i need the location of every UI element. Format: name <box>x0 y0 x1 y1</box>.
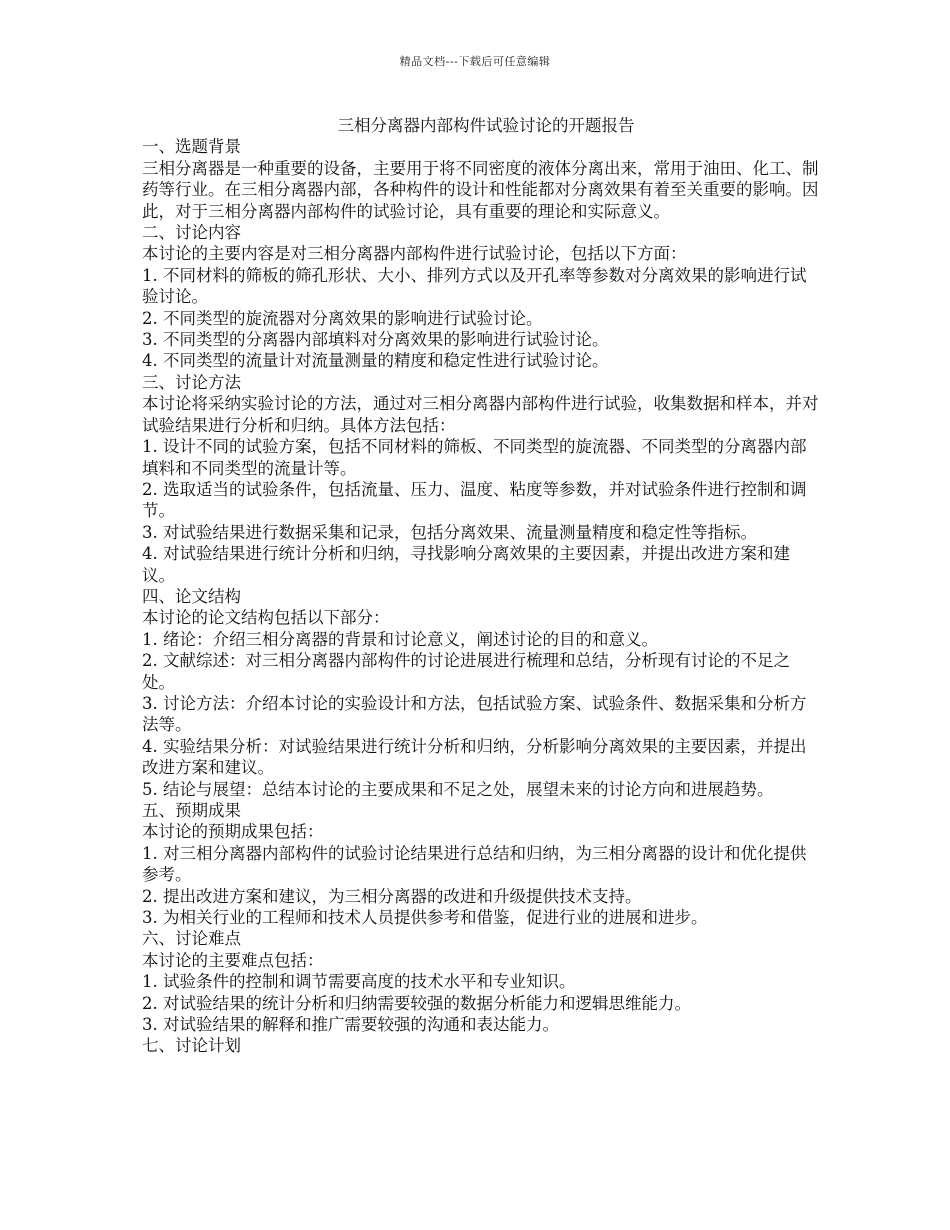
section-heading-plan: 七、讨论计划 <box>142 1036 241 1056</box>
list-item: 3. 讨论方法：介绍本讨论的实验设计和方法，包括试验方案、试验条件、数据采集和分析方法等。 <box>142 693 807 735</box>
list-item: 3. 对试验结果进行数据采集和记录，包括分离效果、流量测量精度和稳定性等指标。 <box>142 522 757 542</box>
list-item: 2. 选取适当的试验条件，包括流量、压力、温度、粘度等参数，并对试验条件进行控制和调节。 <box>142 479 807 521</box>
list-item: 1. 绪论：介绍三相分离器的背景和讨论意义，阐述讨论的目的和意义。 <box>142 629 658 649</box>
paragraph-method-intro: 本讨论将采纳实验讨论的方法，通过对三相分离器内部构件进行试验，收集数据和样本，并对试验结果进行分析和归纳。具体方法包括： <box>142 394 819 435</box>
list-item: 4. 对试验结果进行统计分析和归纳，寻找影响分离效果的主要因素，并提出改进方案和建议。 <box>142 544 790 585</box>
paragraph-content-intro: 本讨论的主要内容是对三相分离器内部构件进行试验讨论，包括以下方面： <box>142 244 687 264</box>
section-heading-difficulties: 六、讨论难点 <box>142 929 241 949</box>
paragraph-difficulties-intro: 本讨论的主要难点包括： <box>142 950 324 970</box>
document-body <box>142 115 822 1057</box>
section-heading-content: 二、讨论内容 <box>142 223 241 243</box>
paragraph-outcomes-intro: 本讨论的预期成果包括： <box>142 822 324 842</box>
section-heading-background: 一、选题背景 <box>142 137 241 157</box>
list-item: 5. 结论与展望：总结本讨论的主要成果和不足之处，展望未来的讨论方向和进展趋势。 <box>142 779 774 799</box>
list-item: 3. 不同类型的分离器内部填料对分离效果的影响进行试验讨论。 <box>142 330 609 350</box>
section-heading-outcomes: 五、预期成果 <box>142 801 241 820</box>
list-item: 2. 文献综述：对三相分离器内部构件的讨论进展进行梳理和总结，分析现有讨论的不足之处。 <box>142 651 790 692</box>
section-heading-method: 三、讨论方法 <box>142 372 241 392</box>
list-item: 1. 对三相分离器内部构件的试验讨论结果进行总结和归纳，为三相分离器的设计和优化提供参考。 <box>142 843 807 885</box>
list-item: 3. 为相关行业的工程师和技术人员提供参考和借鉴，促进行业的进展和进步。 <box>142 908 708 928</box>
page-header: 精品文档---下载后可任意编辑 <box>399 55 551 68</box>
list-item: 3. 对试验结果的解释和推广需要较强的沟通和表达能力。 <box>142 1015 559 1035</box>
list-item: 1. 不同材料的筛板的筛孔形状、大小、排列方式以及开孔率等参数对分离效果的影响进行试验讨论。 <box>142 265 807 307</box>
list-item: 1. 设计不同的试验方案，包括不同材料的筛板、不同类型的旋流器、不同类型的分离器内部填料和不同类型的流量计等。 <box>142 437 807 478</box>
paragraph-background: 三相分离器是一种重要的设备，主要用于将不同密度的液体分离出来，常用于油田、化工、制药等行业。在三相分离器内部，各种构件的设计和性能都对分离效果有着至关重要的影响。因此，对于三相分离器内部构件的试验讨论，具有重要的理论和实际意义。 <box>142 158 819 221</box>
list-item: 4. 不同类型的流量计对流量测量的精度和稳定性进行试验讨论。 <box>142 351 609 371</box>
section-heading-structure: 四、论文结构 <box>142 586 241 606</box>
list-item: 2. 对试验结果的统计分析和归纳需要较强的数据分析能力和逻辑思维能力。 <box>142 993 691 1013</box>
list-item: 2. 不同类型的旋流器对分离效果的影响进行试验讨论。 <box>142 308 543 328</box>
list-item: 2. 提出改进方案和建议，为三相分离器的改进和升级提供技术支持。 <box>142 886 642 906</box>
list-item: 4. 实验结果分析：对试验结果进行统计分析和归纳，分析影响分离效果的主要因素，并提出改进方案和建议。 <box>142 736 807 778</box>
document-title: 三相分离器内部构件试验讨论的开题报告 <box>337 116 635 135</box>
paragraph-structure-intro: 本讨论的论文结构包括以下部分： <box>142 608 390 628</box>
list-item: 1. 试验条件的控制和调节需要高度的技术水平和专业知识。 <box>142 972 576 992</box>
